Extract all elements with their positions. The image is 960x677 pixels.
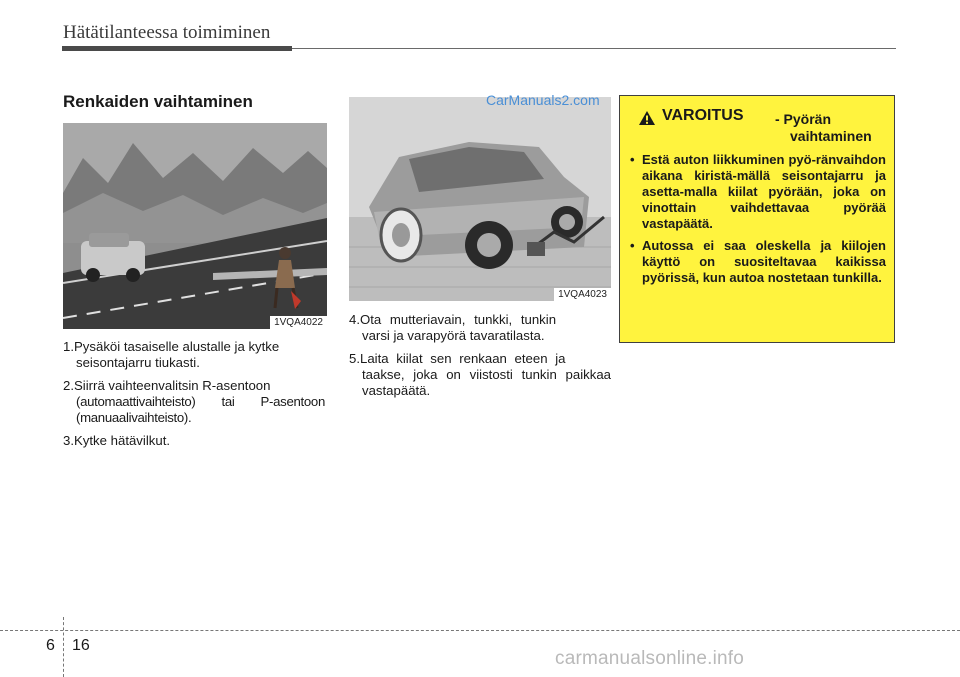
warning-subtitle-1: - Pyörän [775, 111, 832, 127]
warning-item: • Autossa ei saa oleskella ja kiilojen käyttö on suositeltavaa kaikissa pyörissä, kun autoa nostetaan tunkilla. [630, 238, 886, 285]
warning-title: VAROITUS [662, 107, 744, 124]
figure-car-jack [349, 97, 611, 301]
list-item: 5.Laita kiilat sen renkaan eteen ja taakse, joka on viistosti tunkin paikkaa vastapäätä. [349, 351, 611, 398]
figure-roadside [63, 123, 327, 329]
footer-vertical-rule [63, 617, 64, 677]
page-header-title: Hätätilanteessa toimiminen [63, 22, 271, 43]
list-item: 3.Kytke hätävilkut. [63, 433, 171, 448]
footer-rule [0, 630, 960, 631]
bullet: • [630, 238, 635, 253]
header-rule-thin [292, 48, 896, 49]
warning-triangle-icon [638, 110, 656, 126]
page-number: 16 [72, 637, 90, 654]
steps-middle-list [349, 312, 611, 406]
warning-box [619, 95, 895, 343]
roadside-illustration [63, 123, 327, 329]
warning-list [628, 152, 886, 292]
warning-subtitle-2: vaihtaminen [790, 128, 872, 144]
list-item: 4.Ota mutteriavain, tunkki, tunkin varsi ja varapyörä tavaratilasta. [349, 312, 557, 343]
figure-label-left: 1VQA4022 [270, 316, 327, 329]
car-jack-illustration [349, 97, 611, 301]
header-rule-thick [62, 46, 292, 51]
figure-label-middle: 1VQA4023 [554, 288, 611, 301]
bullet: • [630, 152, 635, 167]
list-item: 2.Siirrä vaihteenvalitsin R-asentoon (automaattivaihteisto) tai P-asentoon (manuaalivaihteisto). [63, 378, 325, 425]
section-title: Renkaiden vaihtaminen [63, 92, 253, 111]
warning-item: • Estä auton liikkuminen pyö-ränvaihdon aikana kiristä-mällä seisontajarru ja asetta-malla kiilat pyörään, joka on vinottain vaihdettavaa pyörää vastapäätä. [630, 152, 886, 231]
list-item: 1.Pysäköi tasaiselle alustalle ja kytke seisontajarru tiukasti. [63, 339, 280, 370]
steps-left-list [63, 339, 325, 456]
page-chapter-number: 6 [46, 637, 55, 654]
watermark-bottom: carmanualsonline.info [555, 648, 745, 669]
watermark-top: CarManuals2.com [486, 92, 600, 108]
